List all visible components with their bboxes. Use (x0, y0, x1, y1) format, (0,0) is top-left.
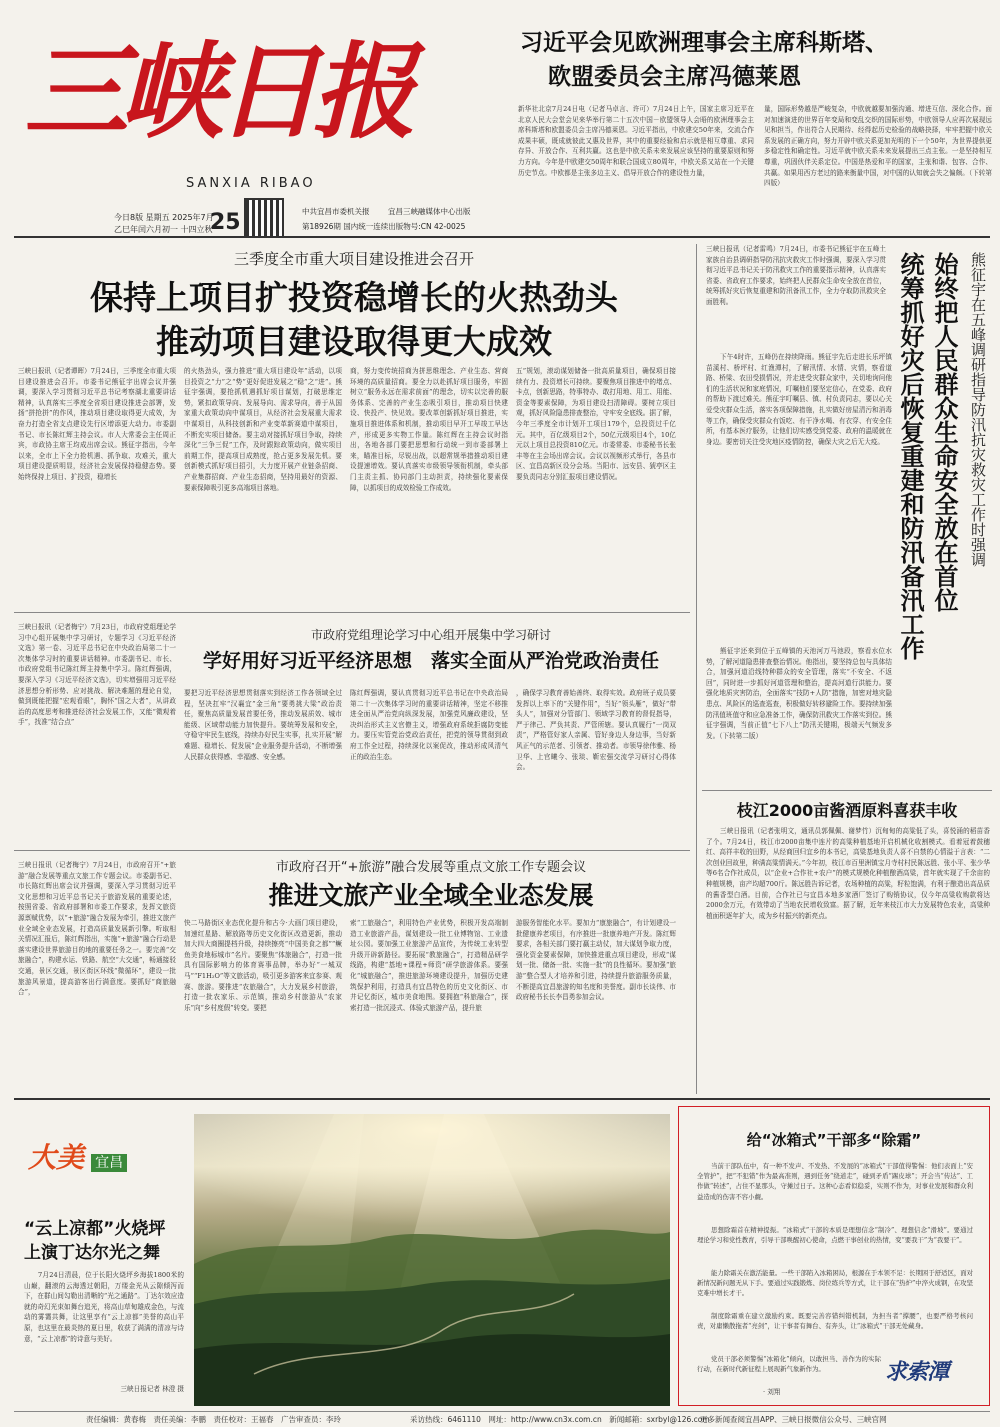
divider (14, 1411, 990, 1412)
lead-title-2: 欧盟委员会主席冯德莱恩 (548, 64, 801, 90)
lunar-line: 乙巳年闰六月初一 十四立秋 (114, 225, 213, 234)
column-paragraph: 党员干部必须警惕“冰箱化”倾向，以敢担当、善作为的实际行动，在新时代新征程上展现新气象新作为。 (697, 1355, 881, 1374)
masthead-pinyin: SANXIA RIBAO (186, 176, 316, 191)
lead-title-1: 习近平会见欧洲理事会主席科斯塔、 (520, 30, 888, 56)
story1-col: 商，努力变传统招商为拼思维理念、产业生态、营商环境的高质量招商。要全力以赴抓好项目服务，牢固树立“服务永远在需求前面”的理念，切实以完善的服务体系、完善的产业生态吸引项目，推动项目快建设、快投产、快见效。要改革创新抓好项目推进，实施项目推进体系和机制，推动项目早开工早竣工早达产，形成更多实物工作量。陈红辉在主持会议时指出，各地各部门要把思想和行动统一到市委部署上来，瞄准目标，尽锐出战，以超常规举措推动项目建设提速增效。要认真落实市级领导领衔机制，牵头部门主责主抓、协同部门主动担责，持续强化要素保障，以抓项目的成效检验工作成效。 (350, 367, 508, 492)
masthead (18, 14, 508, 234)
story2-col: ，确保学习教育善始善终、取得实效。政府班子成员要发挥以上率下的“关键作用”，当好“领头雁”，做好“带头人”，加强对分管部门、领域学习教育的督促指导，严于律己、严负其责、严管所辖。要认真履行“一岗双责”，严格管好家人亲属、管好身边人身边事，当好新风正气的示范者、引领者、推动者。市领导徐伟雅、杨卫华、上官曦今、张琰、靳宏强交流学习研讨心得体会。 (516, 689, 676, 772)
column-brand: 求索潭 (885, 1359, 949, 1385)
footer-promo: 更多新闻查阅宜昌APP、三峡日报微信公众号、三峡官网 (700, 1415, 887, 1424)
story2-col: 要把习近平经济思想贯彻落实到经济工作各领域全过程，坚决扛牢“汉襄宜”金三角“要勇挑大梁”政治责任，聚焦高质量发展首要任务，推动发展质效、城市能级、区域带动能力加快提升。要统筹发展和安全，守稳守牢民生底线，持续办好民生实事，扎实开展“解难题、稳增长、促发展”企业服务提升活动，不断增强人民群众获得感、幸福感、安全感。 (184, 689, 342, 761)
logo-mark (28, 1136, 188, 1186)
side1-text: 熊征宇还来到位于五峰镇的天池河万马池段，察看水位水势，了解河道隐患排查整治情况。他指出，要坚持总包与具体结合，加强河道沿线特种群众的安全管理，落实“不安全、不返回”，同时进一步抓好河道管理和整治，提高河道行洪能力。要强化地质灾害防治，全面落实“技防+人防”措施，加密对地灾隐患点、风险区的巡查巡查，积极做好转移避险工作。要持续加强防汛值班值守和应急准备工作，确保防汛救灾工作落实到位。熊征宇强调，当前正值“七下八上”防汛关键期，极端天气频发多发。（下转第二版） (706, 647, 892, 740)
column-paragraph: 能力除霜关在激活能量。一些干部陷入冰箱困局，根源在于本领不足：长期困于舒适区，面对新情况新问题无从下手。要通过实践锻炼、岗位练兵等方式，让干部在“热炉”中淬火成钢，在攻坚克难中增长才干。 (697, 1269, 973, 1298)
photo-caption-title-2: 上演丁达尔光之舞 (24, 1243, 160, 1263)
day-number: 25 (210, 210, 241, 235)
story1-col: 的火热劲头，强力推进“重大项目建设年”活动，以项目投资之“力”之“势”更好促进发展之“稳”之“进”。熊征宇强调，要抢抓机遇抓好项目谋划，打破思维定势，紧扣政策导向、发展导向、需求导向，善于从国家重大政策动向中谋项目，从经济社会发展重大需求中谋项目，从科技创新和产业变革新赛道中谋项目，不断充实项目储备。要主动对接抓好项目争取，持续深化“三争三促”工作，及时跟踪政策动向，做实项目前期工作，提高项目成熟度，抢占更多发展先机。要创新模式抓好项目招引，大力度开展产业链条招商、产业集群招商、产业生态招商，坚持用最好的资源、要素保障吸引更多高端项目落地。 (184, 367, 342, 492)
story3-col: 三峡日报讯（记者梅宁）7月24日，市政府召开“+旅游”融合发展等重点文旅工作专题会议。市委副书记、市长陈红辉出席会议并强调，要深入学习贯彻习近平文化思想和习近平总书记关于旅游发展的重要论述，按照省委、省政府部署和市委工作要求，发挥文旅资源禀赋优势，以“+旅游”融合发展为牵引，推进文旅产业全域全业态发展，打造高质量发展新引擎。听取相关情况汇报后，陈红辉指出，实施“+旅游”融合行动是落实建设世界旅游目的地的重要任务之一。要完善“交旅融合”，构建水运、铁路、航空“大交通”，畅通接驳交通，景区交通，景区街区环线“微循环”，建设一批旅游风景道，提高游客出行满意度。要抓好“商旅融合”， (18, 861, 176, 997)
side1-byline: 三峡日报讯（记者雷鸣）7月24日，市委书记熊征宇在五峰土家族自治县调研指导防汛抗灾救灾工作时强调，要深入学习贯彻习近平总书记关于防汛救灾工作的重要指示精神，认真落实省委、省政府工作要求，始终把人民群众生命安全放在首位，统筹抓好灾后恢复重建和防汛备汛工作，全力夺取防汛救灾全面胜利。 (706, 245, 886, 306)
publisher2: 宜昌三峡融媒体中心出版 (388, 207, 471, 216)
story2-col: 三峡日报讯（记者梅宁）7月23日，市政府党组理论学习中心组开展集中学习研讨，专题学习《习近平经济文选》第一卷、习近平总书记在中央政治局第二十一次集体学习时的重要讲话精神。市委副书记、市长、市政府党组书记陈红辉主持集中学习。陈红辉强调，要深入学习《习近平经济文选》，切实增强用习近平经济思想分析形势、应对挑战、解决难题的理论自觉，做到既能把握“宏观看眼”，胸怀“国之大者”，从讲政治的高度思考和推进经济社会发展工作，又能“微观着手”，找准“结合点” (18, 623, 176, 727)
side2-title: 枝江2000亩酱酒原料喜获丰收 (736, 801, 958, 820)
side2-text: 三峡日报讯（记者张明文，通讯员郭佩佩、谢梦竹）沉甸甸的高粱低了头，喜悦涌的稻苗香了个。7月24日，枝江市2000亩集中连片的高粱种植基地开启机械化收割模式。看着冠着鼓穗红、高祥丰收的田野，从经商回归宜乡的本书记，高粱基地负责人喜不自禁的心情溢于言表：“二次创业回故里，种满高粱情满天。”今年初，枝江市百里洲镇宝月寺村村民陈远胜、张小平、张少华等6名合作社成员，以“企业+合作社+农户”的模式规模化种植酿酒高粱，首年就实现了千余亩的种植规模，亩产均超700斤。陈远胜告诉记者，农场种植的高粱，籽粒饱满，有利于酿造出高品质的酱香型白酒。目前，合作社已与宜昌本地多家酒厂签订了购销协议，仅今年高粱收购款将达2000余万元，有效带动了当地农民增收致富。据了解，近年来枝江市大力发展特色农业，高粱种植面积逐年扩大，成为乡村振兴的新亮点。 (706, 827, 990, 920)
landscape-photo (194, 1114, 670, 1406)
logo-big: 大美 (28, 1141, 85, 1174)
divider (14, 850, 690, 851)
story1-col: 三峡日报讯（记者谭晖）7月24日，三季度全市重大项目建设推进会召开。市委书记熊征宇出席会议并强调，要深入学习贯彻习近平总书记考察湖北重要讲话精神，认真落实三季度全省项目建设推进会部署，发扬“拼抢拼”的作风，推动项目建设取得更大成效，为奋力打造全省支点建设先行区增添更大动力。市委副书记、市长陈红辉主持会议。市人大常委会主任周正宾，市政协主席王均成出席会议。熊征宇指出，今年以来，全市上下全力抢机遇、抓争取、攻难关，重大项目建设提质明显，经济社会发展保持稳健态势。要始终保持上项目、扩投资，稳增长 (18, 367, 176, 481)
story2-kicker: 市政府党组理论学习中心组开展集中学习研讨 (310, 628, 551, 642)
story3-col: 快二马路街区业态优化提升和古今·大画门项目建设，加速红星路、解放路等历史文化街区改造更新，推动加大四大商圈提档升级，持续擦亮“中国美食之都”“鳜鱼美食地标城市”名片。要聚焦“体旅融合”，打造一批具有国际影响力的体育赛事品牌，举办好“一城双马”“F1H₂O”等文旅活动，吸引更多游客来宜参赛、观赛、旅游。要推进“农旅融合”，大力发展乡村旅游，打造一批农家乐、示范镇，推动乡村旅游从“农家乐”向“乡村度假”转变。要把 (184, 919, 342, 1012)
date-line: 今日8版 星期五 2025年7月 (114, 213, 214, 222)
story2-title: 学好用好习近平经济思想 落实全面从严治党政治责任 (202, 650, 659, 672)
side1-title-2: 统筹抓好灾后恢复重建和防汛备汛工作 (896, 252, 924, 660)
photo-caption-title-1: “云上凉都”火烧坪 (24, 1219, 166, 1239)
issue-number: 第18926期 国内统一连续出版物号:CN 42-0025 (302, 222, 466, 231)
divider (702, 790, 992, 791)
column-author: · 刘翔 (763, 1388, 781, 1396)
divider (14, 236, 990, 238)
lead-body-col2: 量，国际形势越是严峻复杂，中欧就越要加强沟通、增进互信、深化合作。面对加速演进的世界百年变局和变乱交织的国际形势，中欧领导人应再次展现远见和担当，作出符合人民期待、经得起历史检验的战略抉择，牢牢把握中欧关系发展的正确方向，努力开辟中欧关系更加光明的下一个50年，为世界提供更多稳定性和确定性。习近平就中欧关系未来发展提出三点主张。一是坚持相互尊重，巩固伙伴关系定位。中国是热爱和平的国家，主张和谐、包容、合作、共赢。如果用西方老过的路来衡量中国，对中国的认知就会失之偏颇。（下转第四版） (764, 105, 992, 188)
logo-small: 宜昌 (91, 1154, 127, 1172)
column-paragraph: 当前干部队伍中，有一种不发声、不发热、不发展的“冰箱式”干部值得警惕：他们表面上“安全管护”，把“不犯错”作为最高准则，遇到任务“绕道走”，碰到矛盾“踢皮球”；开会当“传达”、工作做“转述”，占住不显那头，守摊过日子。这种心态看似稳妥，实则不作为，对事业发展和群众利益造成的伤害不容小觑。 (697, 1162, 973, 1201)
story3-kicker: 市政府召开“+旅游”融合发展等重点文旅工作专题会议 (275, 860, 587, 875)
story3-col: 游服务智能化水平。要加力“康旅融合”，有计划建设一批健康养老项目，有序推进一批康养地产开发。陈红辉要求，各相关部门要打赢主动仗，加大谋划争取力度，强化资金要素保障，加快推进重点项目建设，形成“谋划一批、储备一批、实施一批”的良性循环。要加强“旅游”整合型人才培养和引进，持续提升旅游服务质量，不断提高宜昌旅游的知名度和美誉度。副市长谈伟、市政府秘书长长李昌勇参加会议。 (516, 919, 676, 1002)
photo-credit: 三峡日报记者 林澄 摄 (120, 1385, 184, 1393)
masthead-title: 三峡日报 (24, 30, 409, 153)
side1-title-1: 始终把人民群众生命安全放在首位 (930, 252, 958, 612)
lead-body-col1: 新华社北京7月24日电（记者马卓言、许可）7月24日上午，国家主席习近平在北京人民大会堂会见来华举行第二十五次中国－欧盟领导人会晤的欧洲理事会主席科斯塔和欧盟委员会主席冯德莱恩。习近平指出，中欧建交50年来，交流合作成果丰硕，既成就彼此又惠及世界，其中的重要经验和启示就是相互尊重、求同存异、开放合作、互利共赢。这也是中欧关系未来发展应该坚持的重要原则和努力方向。今年是中欧建交50周年和联合国成立80周年，中欧关系又站在一个关键历史节点。中欧都是主张多边主义、倡导开放合作的建设性力量， (518, 105, 754, 177)
divider (14, 1098, 990, 1100)
story1-kicker: 三季度全市重大项目建设推进会召开 (233, 250, 474, 268)
story1-title-1: 保持上项目扩投资稳增长的火热劲头 (90, 278, 618, 317)
story3-title: 推进文旅产业全域全业态发展 (268, 881, 594, 910)
column-paragraph: 思想除霜首在精神提振。“冰箱式”干部的本质是理想信念“制冷”、理想信念“滑坡”。要通过理论学习和党性教育，引导干部唤醒初心使命，点燃干事创业的热情，变“要我干”为“我要干”。 (697, 1226, 973, 1245)
column-box (678, 1106, 990, 1406)
column-paragraph: 制度除霜重在建立激励约束。既要完善容错纠错机制，为担当者“撑腰”，也要严格考核问责，对庸懒散拖者“亮剑”，让干事者有舞台、有奔头，让“冰箱式”干部无处藏身。 (697, 1312, 973, 1331)
side1-text: 下午4时许，五峰仍在持续降雨。熊征宇先后走进长乐坪镇苗溪村、桥坪村、红渔潭村，了解汛情、水情、灾情，察看道路、桥梁、农田受损情况，并走进受灾群众家中，关切地询问他们的生活状况和家庭情况，叮嘱他们要坚定信心，在党委、政府的帮助下渡过难关。熊征宇叮嘱县、镇、村负责同志，要以心关爱受灾群众生活，落实各项保障措施，扎实做好房屋清污和消毒等工作，确保受灾群众有饭吃、有干净水喝、有衣穿、有安全住所，有基本医疗服务，让他们切实感受到党委、政府的温暖就在身边。要密切关注受灾地区疫情防控，确保大灾之后无大疫。 (706, 353, 892, 446)
publisher: 中共宜昌市委机关报 (302, 207, 370, 216)
story3-col: 索“工旅融合”，利用特色产业优势，积极开发高端制造工业旅游产品，谋划建设一批工业博物馆、工业遗址公园。要加强工业旅游产品宣传，为传统工业转型升级开辟新路径。要拓展“教旅融合”，打造精品研学线路，构建“基地+课程+师资”研学旅游体系。要强化“城旅融合”，推进旅游环境建设提升，加强历史建筑保护利用，打造具有宜昌特色的历史文化街区、市井记忆街区，城市美食地图。要拥抱“科旅融合”，探索打造一批沉浸式、体验式旅游产品，提升旅 (350, 919, 508, 1012)
story1-title-2: 推动项目建设取得更大成效 (156, 322, 552, 361)
story2-col: 陈红辉强调，要认真贯彻习近平总书记在中央政治局第二十一次集体学习时的重要讲话精神，坚定不移推进全面从严治党向纵深发展，加强党风廉政建设，坚决纠治形式主义官僚主义，增强政府系统拒腐防变能力。要压实管党治党政治责任，把党的领导贯彻到政府工作全过程，持续深化以案促改，推动形成风清气正的政治生态。 (350, 689, 508, 761)
side1-kicker: 熊征宇在五峰调研指导防汛抗灾救灾工作时强调 (969, 252, 987, 567)
column-title: 给“冰箱式”干部多“除霜” (746, 1131, 922, 1149)
story1-col: 五”规划，滚动谋划储备一批高质量项目，确保项目接续有力、投资增长可持续。要聚焦项目推进中的堵点、卡点，创新思路，特事特办、敢打用地、用工、用能、资金等要素保障，为项目建设扫清障碍。要树立项目观，抓好风险隐患排查整治，守牢安全底线。据了解，今年三季度全市计划开工项目179个，总投资过千亿元。其中，百亿级项目2个，50亿元级项目4个，10亿元以上项目总投资810亿元。市委常委、市委秘书长张丰等在主会场出席会议。会议以视频形式举行，各县市区、宜昌高新区设分会场。当阳市、远安县、猇亭区主要负责同志分别汇报项目建设情况。 (516, 367, 676, 481)
landscape-svg (194, 1114, 670, 1406)
footer-contact: 采访热线：6461110 网址：http://www.cn3x.com.cn 新闻邮箱：sxrbyl@126.com (410, 1415, 710, 1424)
divider (696, 244, 697, 1094)
photo-feature (18, 1110, 672, 1410)
divider (14, 612, 690, 613)
footer-editors: 责任编辑：黄春梅 责任美编：李鹏 责任校对：王福春 广告审查员：李玲 (86, 1415, 341, 1424)
photo-caption: 7月24日清晨，位于长阳火烧坪乡海拔1800米的山巅，翻滚的云海透过朝阳，万缕金光从云隙倾泻而下，在群山间勾勒出清晰的“光之通路”。丁达尔效应造就的奇幻光束如舞台追光，将高山草甸雄成金色，与流动的雾霭共舞，让这里享有“云上凉都”美誉的高山平原，也这里在最炎热的夏日里，收获了满满的清凉与诗意，“云上凉都”的诗意与美好。 (24, 1271, 184, 1343)
qr-code[interactable] (246, 200, 282, 236)
